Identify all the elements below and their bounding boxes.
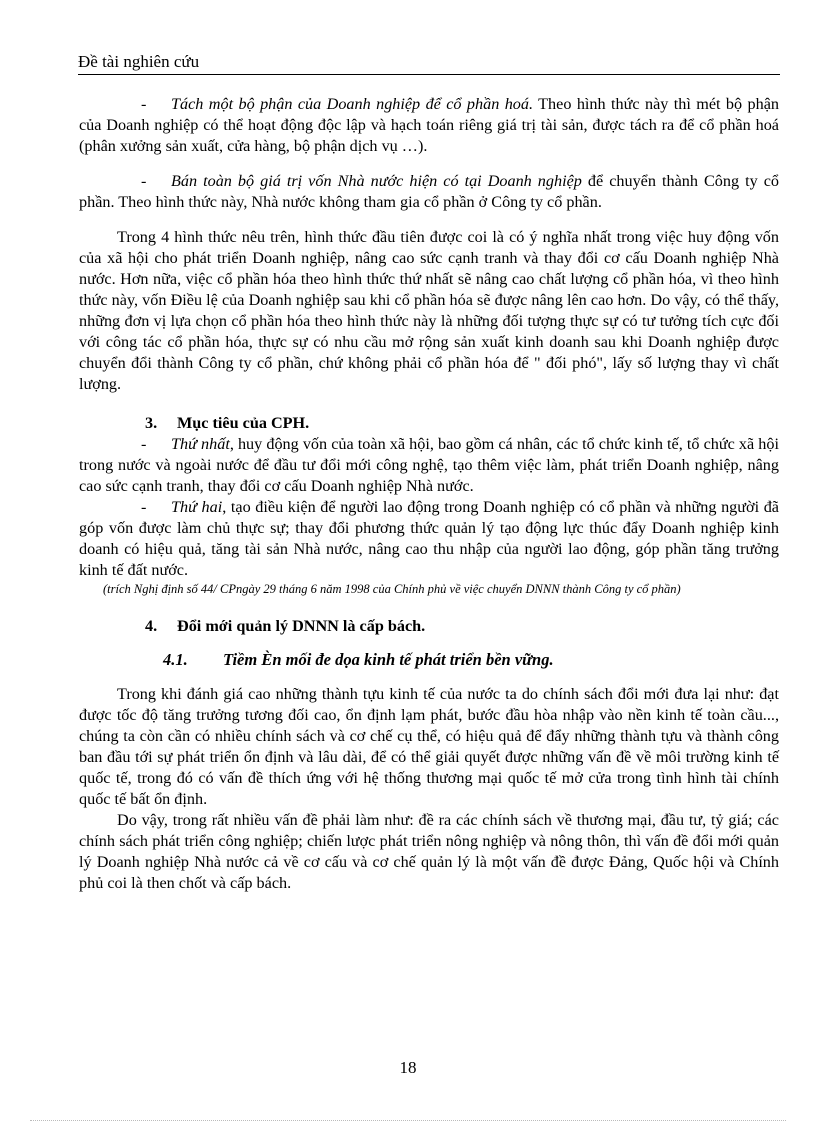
page-header [78,46,780,75]
bullet-emphasis: Thứ hai [171,498,223,516]
bullet-emphasis: Tách một bộ phận của Doanh nghiệp để cổ phần hoá. [171,95,534,113]
bullet-text: Theo hình thức này thì mét bộ phận của Doanh nghiệp có thể hoạt động độc lập và hạch toán riêng giá trị tài sản, được tách ra để cổ phần hoá (phân xưởng sản xuất, cửa hàng, bộ phận dịch vụ …). [79,95,779,155]
bullet-dash: - [141,435,147,453]
subsection-number: 4.1. [163,650,188,669]
bullet-dash: - [141,172,147,190]
section-heading [79,413,779,434]
document-body [79,94,779,894]
section-title: Mục tiêu của CPH. [177,414,310,432]
bullet-emphasis: Bán toàn bộ giá trị vốn Nhà nước hiện có tại Doanh nghiệp [171,172,582,190]
subsection-heading [79,649,779,670]
bullet-dash: - [141,498,147,516]
bullet-text: , huy động vốn của toàn xã hội, bao gồm cá nhân, các tổ chức kinh tế, tổ chức xã hội trong nước và ngoài nước để đầu tư đổi mới công nghệ, tạo thêm việc làm, phát triển Doanh nghiệp, nâng cao sức cạnh tranh, thay đổi cơ cấu Doanh nghiệp Nhà nước. [79,435,779,495]
body-paragraph: Trong khi đánh giá cao những thành tựu kinh tế của nước ta do chính sách đổi mới đưa lại như: đạt được tốc độ tăng trưởng tương đối cao, ổn định lạm phát, bước đầu hòa nhập vào nền kinh tế toàn cầu..., chúng ta còn cần có nhiều chính sách và cơ chế cụ thể, có hiệu quả để đẩy những thành tựu và thành công ban đầu tới sự phát triển ổn định và lâu dài, để có thể giải quyết được những vấn đề về môi trường kinh tế quốc tế, trong đó có vấn đề thích ứng với hệ thống thương mại quốc tế mở cửa trong tình hình tài chính quốc tế bất ổn định. [79,685,779,808]
section-number: 3. [145,414,158,432]
bullet-text: , tạo điều kiện để người lao động trong Doanh nghiệp có cổ phần và những người đã góp vốn được làm chủ thực sự; thay đổi phương thức quản lý tạo động lực thúc đẩy Doanh nghiệp kinh doanh có hiệu quả, tăng tài sản Nhà nước, nâng cao thu nhập của người lao động, góp phần tăng trưởng kinh tế đất nước. [79,498,779,579]
page-bottom-divider [30,1120,786,1121]
bullet-emphasis: Thứ nhất [171,435,230,453]
citation-note: (trích Nghị định số 44/ CPngày 29 tháng 6 năm 1998 của Chính phủ về việc chuyển DNNN thành Công ty cổ phần) [103,582,681,596]
body-paragraph: Do vậy, trong rất nhiều vấn đề phải làm như: đề ra các chính sách về thương mại, đầu tư, tỷ giá; các chính sách phát triển công nghiệp; chiến lược phát triển nông nghiệp và nông thôn, thì vấn đề đổi mới quản lý Doanh nghiệp Nhà nước cả về cơ cấu và cơ chế quản lý là một vấn đề được Đảng, Quốc hội và Chính phủ coi là then chốt và cấp bách. [79,811,779,892]
bullet-item [79,171,779,213]
bullet-item [79,497,779,581]
bullet-dash: - [141,95,147,113]
section-title: Đổi mới quản lý DNNN là cấp bách. [177,617,426,635]
section-heading [79,616,779,637]
page-number: 18 [399,1058,417,1077]
bullet-item [79,94,779,157]
bullet-text: để chuyển thành Công ty cổ phần. Theo hình thức này, Nhà nước không tham gia cổ phần ở Công ty cổ phần. [79,172,780,211]
header-title: Đề tài nghiên cứu [78,52,200,71]
bullet-item [79,434,779,497]
section-number: 4. [145,617,158,635]
subsection-title: Tiềm Èn mối đe dọa kinh tế phát triển bền vững. [223,650,554,669]
body-paragraph: Trong 4 hình thức nêu trên, hình thức đầu tiên được coi là có ý nghĩa nhất trong việc huy động vốn của xã hội cho phát triển Doanh nghiệp, nâng cao sức cạnh tranh và thay đổi cơ cấu Doanh nghiệp Nhà nước. Hơn nữa, việc cổ phần hóa theo hình thức thứ nhất sẽ nâng cao chất lượng cổ phần hóa, vì theo hình thức này, vốn Điều lệ của Doanh nghiệp sau khi cổ phần hóa sẽ được nâng lên cao hơn. Do vậy, có thể thấy, những đơn vị lựa chọn cổ phần hóa theo hình thức này là những đối tượng thực sự có tư tưởng tích cực đối với công tác cổ phần hóa, thực sự có nhu cầu mở rộng sản xuất kinh doanh sau khi Doanh nghiệp được chuyển đổi thành Công ty cổ phần, chứ không phải cổ phần hóa để " đối phó", lấy số lượng thay vì chất lượng. [79,228,779,393]
